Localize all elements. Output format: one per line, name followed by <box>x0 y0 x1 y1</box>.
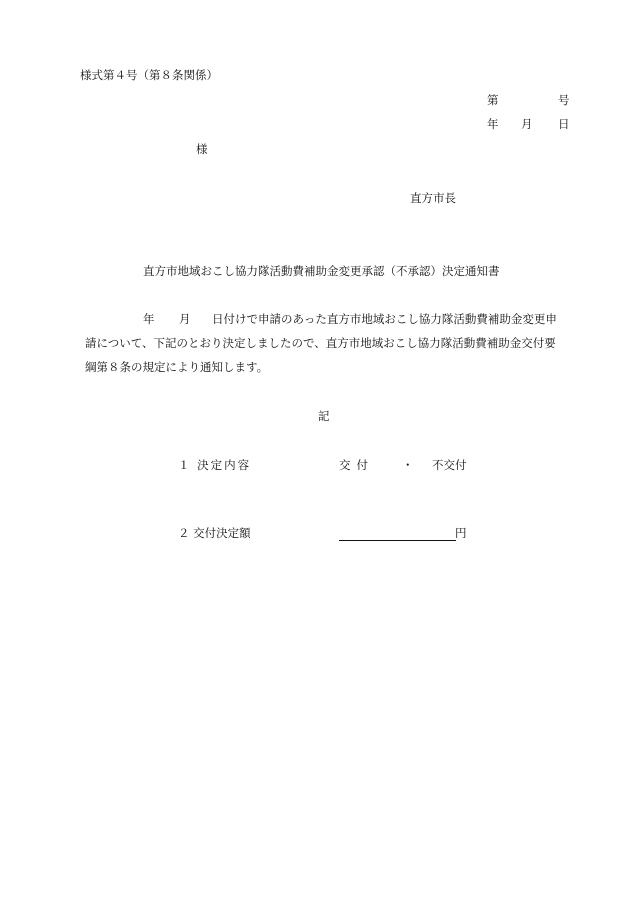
body-line-1-text: 日付けで申請のあった直方市地域おこし協力隊活動費補助金変更申 <box>212 312 557 326</box>
item-decision-separator: ・ <box>402 458 414 472</box>
ki-heading: 記 <box>318 409 330 423</box>
date-day-label: 日 <box>558 117 570 131</box>
item-decision-option-no-grant: 不交付 <box>432 458 467 472</box>
item-decision-option-grant: 交付 <box>339 458 374 472</box>
item-decision-label: １ 決定内容 <box>178 458 252 472</box>
item-amount-unit: 円 <box>455 526 467 540</box>
date-year-label: 年 <box>487 117 499 131</box>
document-title: 直方市地域おこし協力隊活動費補助金変更承認（不承認）決定通知書 <box>143 264 500 278</box>
addressee-suffix: 様 <box>196 142 208 156</box>
body-line-3: 綱第８条の規定により通知します。 <box>85 360 269 374</box>
form-number: 様式第４号（第８条関係） <box>80 68 218 82</box>
body-month-label: 月 <box>179 312 191 326</box>
body-line-2: 請について、下記のとおり決定しましたので、直方市地域おこし協力隊活動費補助金交付要 <box>85 336 556 350</box>
item-amount-label: ２ 交付決定額 <box>178 526 251 540</box>
doc-number-suffix: 号 <box>558 93 570 107</box>
date-month-label: 月 <box>521 117 533 131</box>
doc-number-label: 第 <box>487 93 499 107</box>
sender: 直方市長 <box>410 191 456 205</box>
body-year-label: 年 <box>143 312 155 326</box>
item-amount-blank-line <box>339 540 456 541</box>
